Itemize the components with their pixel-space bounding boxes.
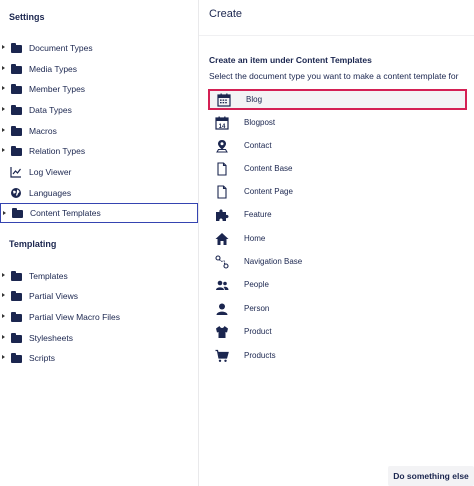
caret-right-icon[interactable] xyxy=(0,141,8,160)
doctype-label: Product xyxy=(244,327,272,336)
folder-icon xyxy=(11,128,22,136)
create-dialog xyxy=(199,0,474,486)
doctype-label: Feature xyxy=(244,210,272,219)
caret-right-icon[interactable] xyxy=(0,266,8,285)
caret-right-icon[interactable] xyxy=(0,286,8,305)
tree-item-label: Relation Types xyxy=(29,145,86,156)
doctype-label: Content Base xyxy=(244,164,293,173)
folder-icon xyxy=(11,273,22,281)
tree-item-label: Document Types xyxy=(29,42,93,53)
tree-item-log-viewer[interactable] xyxy=(0,162,198,181)
doctype-label: Blogpost xyxy=(244,118,276,127)
tree-item-document-types[interactable] xyxy=(0,38,198,57)
tree-item-scripts[interactable] xyxy=(0,348,198,367)
caret-right-icon[interactable] xyxy=(0,59,8,78)
globe-icon xyxy=(10,187,22,199)
doctype-label: Blog xyxy=(246,95,263,104)
tree-item-label: Languages xyxy=(29,187,72,198)
settings-heading: Settings xyxy=(9,12,45,22)
map-pin-icon xyxy=(214,138,230,154)
tree-item-label: Log Viewer xyxy=(29,166,72,177)
calendar-icon xyxy=(216,92,232,108)
tree-item-member-types[interactable] xyxy=(0,79,198,98)
document-icon xyxy=(214,184,230,200)
tree-item-label: Partial Views xyxy=(29,290,78,301)
doctype-person[interactable] xyxy=(208,298,467,319)
doctype-content-page[interactable] xyxy=(208,181,467,202)
tree-item-stylesheets[interactable] xyxy=(0,328,198,347)
tree-item-partial-views[interactable] xyxy=(0,286,198,305)
tree-item-data-types[interactable] xyxy=(0,100,198,119)
folder-icon xyxy=(11,148,22,156)
caret-right-icon[interactable] xyxy=(0,307,8,326)
document-icon xyxy=(214,161,230,177)
chart-icon xyxy=(10,166,22,178)
folder-icon xyxy=(11,86,22,94)
tree-item-media-types[interactable] xyxy=(0,59,198,78)
doctype-label: Person xyxy=(244,304,270,313)
folder-icon xyxy=(11,355,22,363)
folder-icon xyxy=(11,107,22,115)
folder-icon xyxy=(11,293,22,301)
doctype-contact[interactable] xyxy=(208,135,467,156)
doctype-product[interactable] xyxy=(208,321,467,342)
person-icon xyxy=(214,301,230,317)
doctype-feature[interactable] xyxy=(208,204,467,225)
calendar-day-icon xyxy=(214,115,230,131)
doctype-people[interactable] xyxy=(208,274,467,295)
doctype-navigation-base[interactable] xyxy=(208,251,467,272)
do-something-else-button[interactable]: Do something else xyxy=(388,466,474,486)
dialog-header-divider xyxy=(199,35,474,36)
tree-item-partial-view-macro-files[interactable] xyxy=(0,307,198,326)
doctype-label: Content Page xyxy=(244,187,293,196)
people-icon xyxy=(214,277,230,293)
tree-item-languages[interactable] xyxy=(0,183,198,202)
doctype-blogpost[interactable] xyxy=(208,112,467,133)
tree-item-label: Content Templates xyxy=(30,208,101,218)
create-heading: Create an item under Content Templates xyxy=(209,55,372,65)
folder-icon xyxy=(11,314,22,322)
tree-item-label: Member Types xyxy=(29,83,86,94)
create-description: Select the document type you want to make a content template for xyxy=(209,71,459,81)
caret-right-icon[interactable] xyxy=(0,38,8,57)
caret-right-icon[interactable] xyxy=(0,348,8,367)
folder-icon xyxy=(11,335,22,343)
calendar-day-number: 14 xyxy=(218,123,226,130)
tree-item-label: Partial View Macro Files xyxy=(29,311,121,322)
doctype-content-base[interactable] xyxy=(208,158,467,179)
folder-icon xyxy=(11,66,22,74)
settings-tree xyxy=(0,0,198,486)
doctype-products[interactable] xyxy=(208,345,467,366)
home-icon xyxy=(214,231,230,247)
caret-right-icon[interactable] xyxy=(0,121,8,140)
tree-item-label: Macros xyxy=(29,125,57,136)
tree-item-label: Data Types xyxy=(29,104,72,115)
doctype-blog[interactable] xyxy=(208,89,467,110)
cart-icon xyxy=(214,348,230,364)
navigation-icon xyxy=(214,254,230,270)
doctype-home[interactable] xyxy=(208,228,467,249)
tree-item-label: Media Types xyxy=(29,63,78,74)
tree-item-label: Templates xyxy=(29,270,68,281)
templating-heading: Templating xyxy=(9,239,57,249)
tree-item-label: Stylesheets xyxy=(29,332,73,343)
caret-right-icon[interactable] xyxy=(0,100,8,119)
folder-icon xyxy=(11,45,22,53)
doctype-label: Products xyxy=(244,351,276,360)
tree-item-content-templates[interactable] xyxy=(0,203,198,223)
tree-item-macros[interactable] xyxy=(0,121,198,140)
dialog-title: Create xyxy=(209,8,243,20)
tree-item-label: Scripts xyxy=(29,352,55,363)
tree-item-templates[interactable] xyxy=(0,266,198,285)
folder-icon xyxy=(12,210,23,218)
doctype-label: Home xyxy=(244,234,266,243)
caret-right-icon[interactable] xyxy=(1,204,9,223)
puzzle-icon xyxy=(214,207,230,223)
doctype-label: People xyxy=(244,280,269,289)
caret-right-icon[interactable] xyxy=(0,328,8,347)
tree-item-relation-types[interactable] xyxy=(0,141,198,160)
doctype-label: Contact xyxy=(244,141,272,150)
doctype-label: Navigation Base xyxy=(244,257,303,266)
caret-right-icon[interactable] xyxy=(0,79,8,98)
shirt-icon xyxy=(214,324,230,340)
